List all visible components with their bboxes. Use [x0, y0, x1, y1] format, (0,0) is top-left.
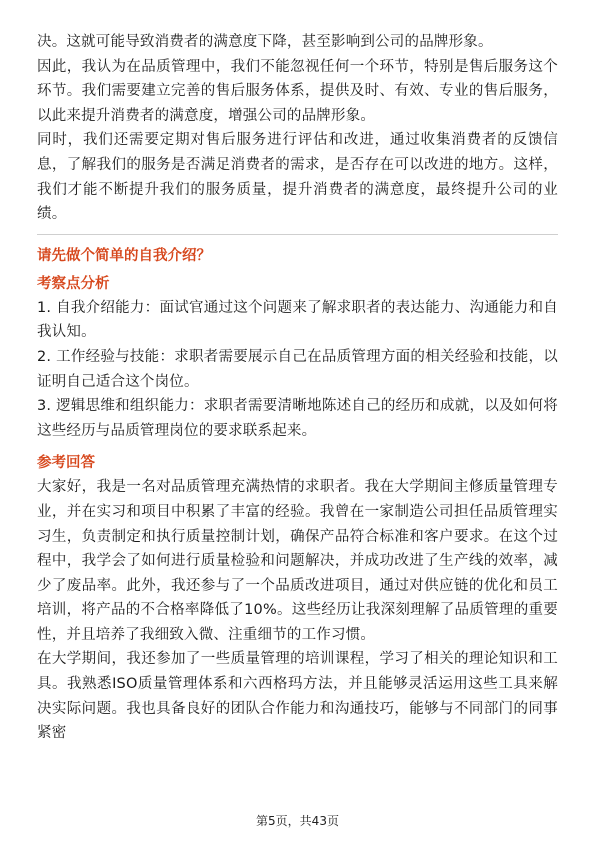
document-page [37, 30, 558, 746]
intro-paragraph-1: 决。这就可能导致消费者的满意度下降，甚至影响到公司的品牌形象。 [37, 34, 493, 50]
page-number-footer: 第5页，共43页 [256, 814, 339, 828]
intro-paragraph-2: 因此，我认为在品质管理中，我们不能忽视任何一个环节，特别是售后服务这个环节。我们需要建立完善的售后服务体系，提供及时、有效、专业的售后服务，以此来提升消费者的满意度，增强公司的品牌形象。 [37, 58, 558, 124]
interview-question: 请先做个简单的自我介绍？ [37, 247, 211, 264]
analysis-point-3: 3. 逻辑思维和组织能力：求职者需要清晰地陈述自己的经历和成就，以及如何将这些经历与品质管理岗位的要求联系起来。 [37, 398, 558, 439]
analysis-point-1: 1. 自我介绍能力：面试官通过这个问题来了解求职者的表达能力、沟通能力和自我认知。 [37, 299, 558, 341]
answer-paragraph-1: 大家好，我是一名对品质管理充满热情的求职者。我在大学期间主修质量管理专业，并在实习和项目中积累了丰富的经验。我曾在一家制造公司担任品质管理实习生，负责制定和执行质量控制计划，确保产品符合标准和客户要求。在这个过程中，我学会了如何进行质量检验和问题解决，并成功改进了生产线的效率，减少了废品率。此外，我还参与了一个品质改进项目，通过对供应链的优化和员工培训，将产品的不合格率降低了10%。这些经历让我深刻理解了品质管理的重要性，并且培养了我细致入微、注重细节的工作习惯。 [37, 479, 558, 643]
answer-heading: 参考回答 [37, 455, 95, 472]
analysis-heading: 考察点分析 [37, 275, 110, 292]
answer-paragraph-2: 在大学期间，我还参加了一些质量管理的培训课程，学习了相关的理论知识和工具。我熟悉ISO质量管理体系和六西格玛方法，并且能够灵活运用这些工具来解决实际问题。我也具备良好的团队合作能力和沟通技巧，能够与不同部门的同事紧密 [37, 651, 558, 742]
section-divider [37, 234, 558, 235]
intro-paragraph-3: 同时，我们还需要定期对售后服务进行评估和改进，通过收集消费者的反馈信息，了解我们的服务是否满足消费者的需求，是否存在可以改进的地方。这样，我们才能不断提升我们的服务质量，提升消费者的满意度，最终提升公司的业绩。 [37, 132, 558, 223]
analysis-point-2: 2. 工作经验与技能：求职者需要展示自己在品质管理方面的相关经验和技能，以证明自己适合这个岗位。 [37, 348, 558, 390]
